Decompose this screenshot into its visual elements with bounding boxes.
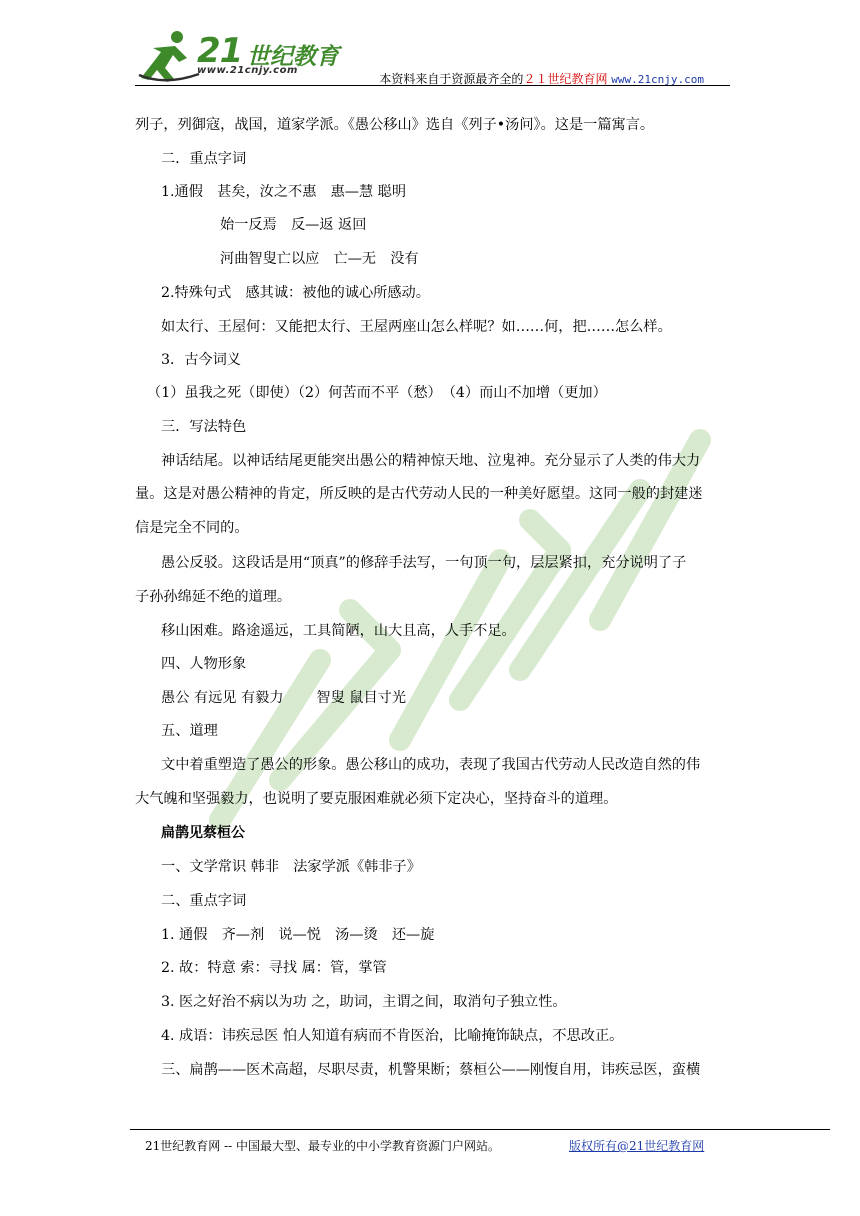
text-line: 三、扁鹊——医术高超，尽职尽责，机警果断；蔡桓公——刚愎自用，讳疾忌医，蛮横: [161, 1062, 701, 1078]
footer-divider: [130, 1129, 830, 1130]
text-line: 2.特殊句式 感其诚：被他的诚心所感动。: [161, 285, 430, 301]
text-line: 河曲智叟亡以应 亡—无 没有: [220, 251, 419, 267]
text-line: 如太行、王屋何：又能把太行、王屋两座山怎么样呢？如……何，把……怎么样。: [161, 319, 672, 335]
header-brand-link[interactable]: ２１世纪教育网: [523, 72, 608, 86]
footer-copyright-link[interactable]: 版权所有@21世纪教育网: [569, 1139, 705, 1153]
article-title: 扁鹊见蔡桓公: [161, 825, 245, 841]
section-heading: 二．重点字词: [161, 151, 247, 167]
footer-text: 21世纪教育网 -- 中国最大型、最专业的中小学教育资源门户网站。: [145, 1139, 501, 1153]
text-line: 2. 故：特意 索：寻找 属：管，掌管: [161, 960, 387, 976]
text-line: 移山困难。路途遥远，工具简陋，山大且高，人手不足。: [161, 623, 516, 639]
page-header: [135, 28, 730, 86]
section-heading: 3．古今词义: [161, 352, 241, 368]
header-note-prefix: 本资料来自于资源最齐全的: [379, 72, 524, 86]
text-line: 量。这是对愚公精神的肯定，所反映的是古代劳动人民的一种美好愿望。这同一般的封建迷: [135, 486, 703, 502]
section-heading: 二、重点字词: [161, 893, 247, 909]
text-line: 1.通假 甚矣，汝之不惠 惠—慧 聪明: [161, 184, 407, 200]
header-divider: [135, 85, 730, 86]
section-heading: 四、人物形象: [161, 656, 247, 672]
text-line: 文中着重塑造了愚公的形象。愚公移山的成功，表现了我国古代劳动人民改造自然的伟: [161, 757, 701, 773]
section-heading: 一、文学常识 韩非 法家学派《韩非子》: [161, 859, 421, 875]
site-logo[interactable]: [135, 28, 355, 84]
text-line: 始一反焉 反—返 返回: [220, 217, 367, 233]
text-line: 子孙孙绵延不绝的道理。: [135, 589, 292, 605]
section-heading: 五、道理: [161, 723, 218, 739]
running-figure-icon: [135, 28, 205, 84]
text-line: 愚公 有远见 有毅力 智叟 鼠目寸光: [161, 690, 407, 706]
logo-text: 世纪教育: [247, 44, 339, 70]
text-line: （1）虽我之死（即使）（2）何苦而不平（愁） （4）而山不加增（更加）: [147, 385, 607, 401]
text-line: 信是完全不同的。: [135, 520, 249, 536]
text-line: 列子，列御寇，战国，道家学派。《愚公移山》选自《列子•汤问》。这是一篇寓言。: [135, 117, 655, 133]
text-line: 神话结尾。以神话结尾更能突出愚公的精神惊天地、泣鬼神。充分显示了人类的伟大力: [161, 453, 701, 469]
logo-url: www.21cnjy.com: [197, 65, 298, 76]
header-url-link[interactable]: www.21cnjy.com: [611, 73, 704, 86]
logo-number: 21: [197, 31, 243, 71]
text-line: 大气魄和坚强毅力，也说明了要克服困难就必须下定决心，坚持奋斗的道理。: [135, 791, 618, 807]
text-line: 4. 成语：讳疾忌医 怕人知道有病而不肯医治，比喻掩饰缺点，不思改正。: [161, 1028, 624, 1044]
section-heading: 三．写法特色: [161, 419, 247, 435]
text-line: 愚公反驳。这段话是用“顶真”的修辞手法写，一句顶一句，层层紧扣，充分说明了子: [161, 555, 687, 571]
text-line: 1. 通假 齐—剂 说—悦 汤—烫 还—旋: [161, 927, 435, 943]
text-line: 3. 医之好治不病以为功 之，助词，主谓之间，取消句子独立性。: [161, 994, 567, 1010]
